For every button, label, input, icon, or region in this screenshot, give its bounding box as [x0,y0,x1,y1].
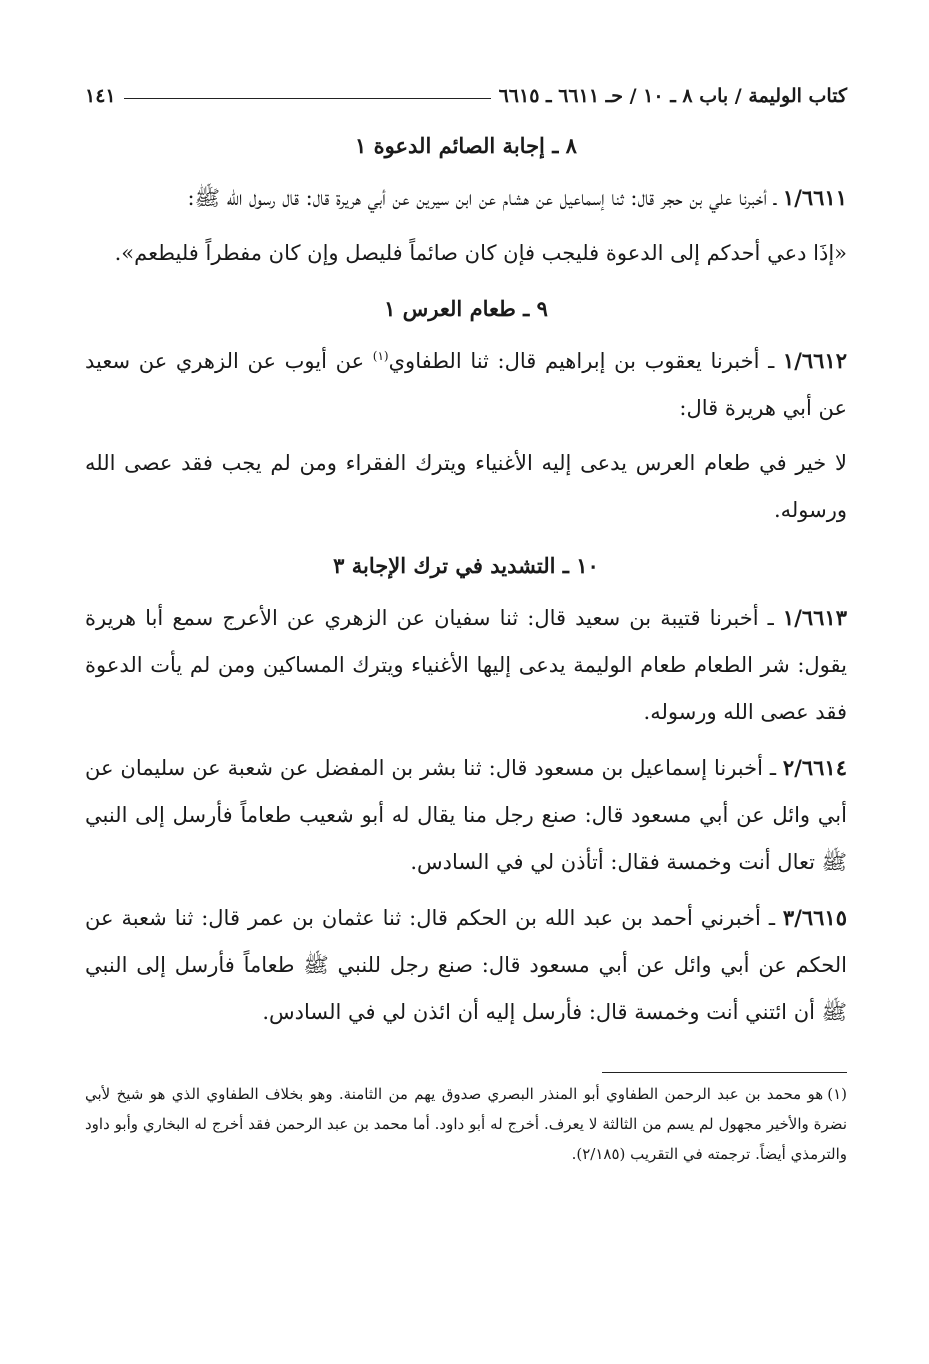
page-number: ١٤١ [85,85,116,107]
footnote-text: هو محمد بن عبد الرحمن الطفاوي أبو المنذر البصري صدوق يهم من الثامنة. وهو بخلاف الطفاوي الذي هو شيخ لأبي نضرة والأخير مجهول لم يسم من الثالثة لا يعرف. أخرج له أبو داود. أما محمد بن عبد الرحمن فقد أخرج له البخاري وأبو داود والترمذي أيضاً. ترجمته في التقريب (٢/١٨٥). [85,1085,847,1163]
footnote [85,1079,847,1169]
hadith-6615 [85,894,847,1036]
hadith-text: ـ أخبرنا إسماعيل بن مسعود قال: ثنا بشر بن المفضل عن شعبة عن سليمان عن أبي وائل عن أبي مسعود قال: صنع رجل منا يقال له أبو شعيب طعاماً فأرسل إلى النبي ﷺ تعال أنت وخمسة فقال: أتأذن لي في السادس. [85,756,847,874]
hadith-isnad: ـ أخبرنا علي بن حجر قال: ثنا إسماعيل عن هشام عن ابن سيرين عن أبي هريرة قال: قال رسول الله ﷺ: [187,186,783,210]
hadith-number: ١/٦٦١٣ [782,605,847,630]
hadith-6612 [85,337,847,432]
hadith-text: ـ أخبرنا قتيبة بن سعيد قال: ثنا سفيان عن الزهري عن الأعرج سمع أبا هريرة يقول: شر الطعام طعام الوليمة يدعى إليها الأغنياء ويترك المساكين ومن لم يأت الدعوة فقد عصى الله ورسوله. [85,606,847,724]
hadith-number: ١/٦٦١٢ [782,348,847,373]
header-title: كتاب الوليمة / باب ٨ ـ ١٠ / حـ ٦٦١١ ـ ٦٦١٥ [498,85,847,107]
hadith-6613 [85,594,847,736]
hadith-matn-6612: لا خير في طعام العرس يدعى إليه الأغنياء ويترك الفقراء ومن لم يجب فقد عصى الله ورسوله. [85,451,847,522]
hadith-isnad: عن أيوب عن الزهري عن سعيد عن أبي هريرة قال: [85,349,847,420]
hadith-6611 [85,174,847,222]
header-rule [124,98,491,99]
book-page [85,78,847,1348]
hadith-number: ٣/٦٦١٥ [782,905,847,930]
hadith-text: ـ أخبرني أحمد بن عبد الله بن الحكم قال: ثنا عثمان بن عمر قال: ثنا شعبة عن الحكم عن أبي وائل عن أبي مسعود قال: صنع رجل للنبي ﷺ طعاماً فأرسل إلى النبي ﷺ أن ائتني أنت وخمسة قال: فأرسل إليه أن ائذن لي في السادس. [85,906,847,1024]
section-title-9: ٩ ـ طعام العرس ١ [384,296,548,321]
hadith-number: ١/٦٦١١ [782,185,847,210]
hadith-isnad: ـ أخبرنا يعقوب بن إبراهيم قال: ثنا الطفاوي [388,349,783,373]
section-title-8: ٨ ـ إجابة الصائم الدعوة ١ [355,133,577,158]
running-header [85,78,847,114]
hadith-6614 [85,744,847,886]
hadith-number: ٢/٦٦١٤ [782,755,847,780]
hadith-matn-6611: «إذَا دعي أحدكم إلى الدعوة فليجب فإن كان صائماً فليصل وإن كان مفطراً فليطعم». [114,241,847,265]
footnote-divider [602,1072,847,1073]
footnote-reference[interactable]: (١) [372,349,389,363]
section-title-10: ١٠ ـ التشديد في ترك الإجابة ٣ [333,553,599,578]
footnote-number: (١) [827,1085,847,1103]
